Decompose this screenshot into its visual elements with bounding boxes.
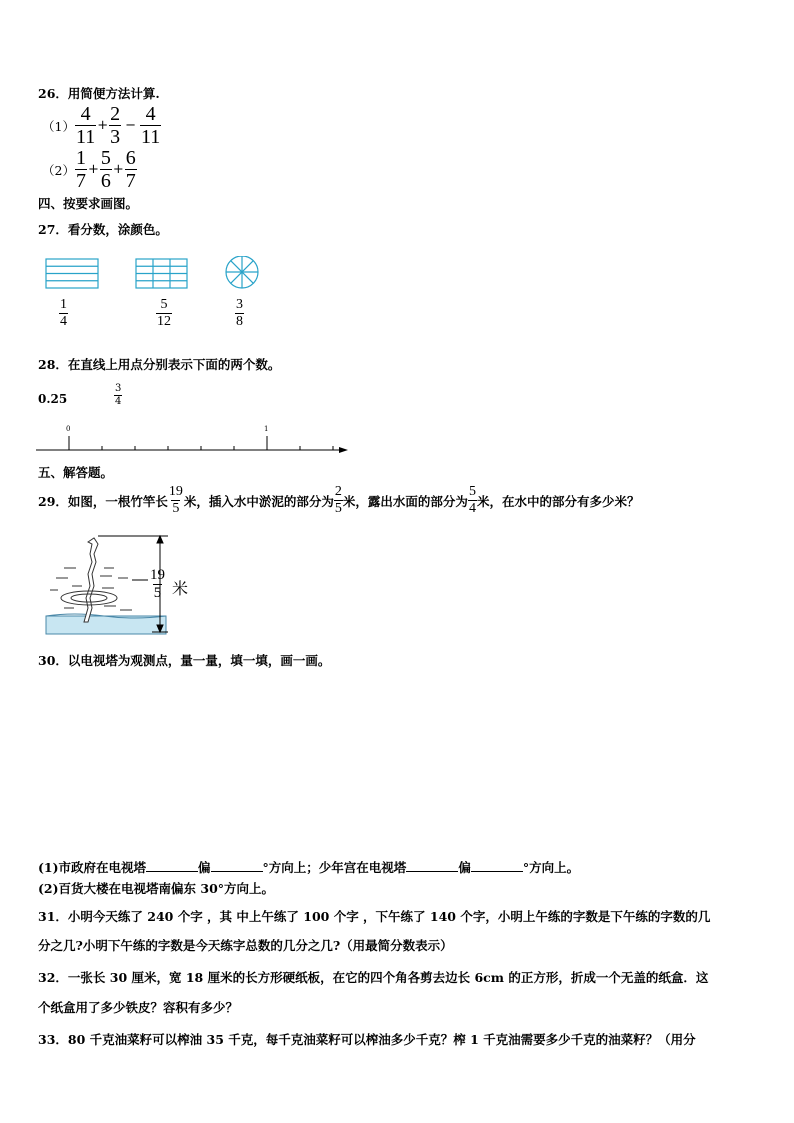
q29-text — [38, 485, 639, 516]
q26-label-2: （2） — [42, 162, 75, 178]
number-line — [36, 420, 352, 456]
q29-length-fraction: $\frac{19}{5}$ — [168, 484, 183, 516]
answer-blank[interactable] — [211, 860, 263, 872]
operator: + — [112, 162, 124, 177]
q27-shapes — [44, 256, 274, 292]
section-heading-4: 四、按要求画图。 — [38, 196, 139, 211]
q29-text-part: 米，插入水中淤泥的部分为 — [183, 493, 334, 509]
q26-expression-1 — [42, 104, 161, 147]
q32-line-1: 32．一张长 30 厘米，宽 18 厘米的长方形硬纸板，在它的四个角各剪去边长 6cm 的正方形，折成一个无盖的纸盒．这 — [38, 970, 709, 985]
q30-text-part: 偏 — [198, 860, 211, 875]
q29-text-part: 29．如图，一根竹竿长 — [38, 493, 168, 509]
q30-text-part: °方向上。 — [522, 860, 580, 875]
bamboo-pole — [84, 538, 98, 622]
q31-line-1: 31．小明今天练了 240 个字 ，其 中上午练了 100 个字 ，下午练了 140 个字，小明上午练的字数是下午练的字数的几 — [38, 909, 711, 924]
number-line-ticks — [69, 436, 333, 450]
q28-value-decimal: 0.25 — [38, 392, 68, 406]
q26-title: 26．用简便方法计算. — [38, 86, 160, 101]
q30-part-1 — [38, 858, 579, 876]
q27-fraction-2: $\frac{5}{12}$ — [157, 297, 171, 329]
q29-text-part: 米，露出水面的部分为 — [342, 493, 468, 509]
answer-blank[interactable] — [406, 860, 458, 872]
rectangle-quarters-shape — [46, 259, 98, 288]
q27-fraction-1: $\frac{1}{4}$ — [60, 297, 67, 329]
fraction: $\frac{1}{7}$ — [75, 147, 86, 192]
tick-label-1: 1 — [264, 425, 269, 433]
q29-mud-fraction: $\frac{2}{5}$ — [334, 484, 342, 516]
water-body — [46, 616, 166, 634]
q30-text-part: °方向上；少年宫在电视塔 — [262, 860, 407, 875]
section-heading-5: 五、解答题。 — [38, 465, 114, 480]
q29-figure-length: $\frac{19}{5}$ — [150, 567, 165, 601]
q29-figure-unit: 米 — [172, 579, 189, 598]
tick-label-0: 0 — [66, 425, 71, 433]
q26-label-1: （1） — [42, 118, 75, 134]
operator: + — [87, 162, 99, 177]
q27-title: 27．看分数，涂颜色。 — [38, 222, 168, 237]
q30-text-part: (1)市政府在电视塔 — [38, 860, 147, 875]
q29-text-part: 米，在水中的部分有多少米？ — [476, 493, 640, 509]
q27-fraction-3: $\frac{3}{8}$ — [236, 297, 243, 329]
q28-value-fraction: $\frac{3}{4}$ — [115, 383, 122, 407]
answer-blank[interactable] — [146, 860, 198, 872]
fraction: $\frac{4}{11}$ — [141, 103, 161, 148]
q33-line-1: 33．80 千克油菜籽可以榨油 35 千克，每千克油菜籽可以榨油多少千克？榨 1 千克油需要多少千克的油菜籽？（用分 — [38, 1032, 696, 1047]
q31-line-2: 分之几?小明下午练的字数是今天练字总数的几分之几?（用最简分数表示） — [38, 938, 453, 953]
answer-blank[interactable] — [471, 860, 523, 872]
q30-title: 30．以电视塔为观测点，量一量，填一填，画一画。 — [38, 653, 331, 668]
q28-title: 28．在直线上用点分别表示下面的两个数。 — [38, 357, 281, 372]
q29-above-fraction: $\frac{5}{4}$ — [468, 484, 476, 516]
q30-part-2: (2)百货大楼在电视塔南偏东 30°方向上。 — [38, 881, 275, 896]
circle-eighths-shape — [226, 256, 258, 288]
fraction: $\frac{2}{3}$ — [110, 103, 121, 148]
rectangle-twelfths-shape — [136, 259, 187, 288]
fraction: $\frac{4}{11}$ — [75, 103, 96, 148]
q26-expression-2 — [42, 148, 137, 191]
fraction: $\frac{6}{7}$ — [125, 147, 136, 192]
operator: + — [97, 118, 109, 133]
q32-line-2: 个纸盒用了多少铁皮？容积有多少？ — [38, 1000, 239, 1015]
q30-text-part: 偏 — [458, 860, 471, 875]
fraction: $\frac{5}{6}$ — [100, 147, 111, 192]
operator: − — [125, 118, 137, 133]
